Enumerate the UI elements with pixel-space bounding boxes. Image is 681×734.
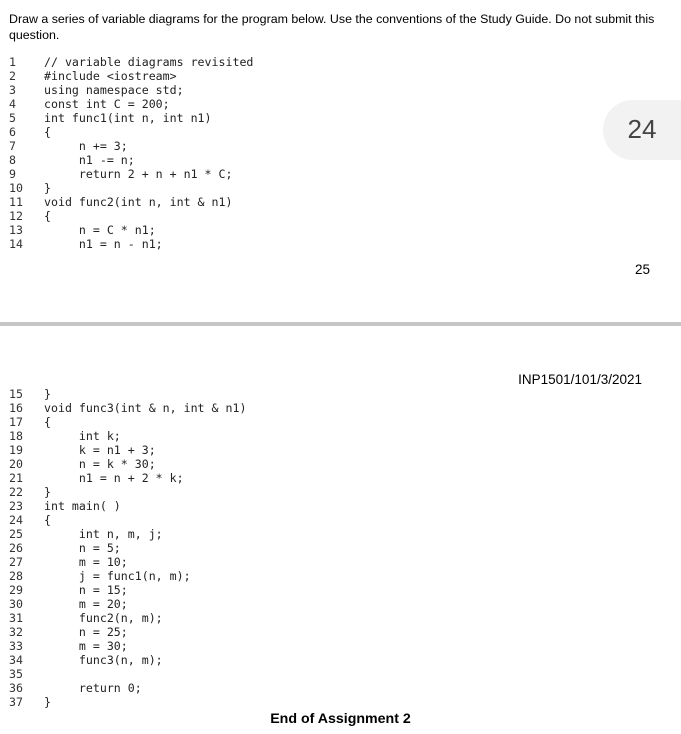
code-text: void func3(int & n, int & n1) (44, 401, 247, 415)
code-line (9, 167, 233, 181)
line-number: 26 (9, 541, 23, 555)
code-text: n += 3; (44, 139, 128, 153)
code-text: int n, m, j; (44, 527, 163, 541)
code-line (9, 153, 135, 167)
code-line (9, 625, 128, 639)
page-badge (603, 100, 681, 160)
line-number: 37 (9, 695, 23, 709)
line-number: 10 (9, 181, 23, 195)
code-text: m = 10; (44, 555, 128, 569)
line-number: 32 (9, 625, 23, 639)
line-number: 1 (9, 55, 16, 69)
line-number: 31 (9, 611, 23, 625)
code-line (9, 139, 128, 153)
code-text: k = n1 + 3; (44, 443, 156, 457)
line-number: 34 (9, 653, 23, 667)
page-number: 25 (634, 262, 650, 277)
code-line (9, 541, 121, 555)
code-text: n = 15; (44, 583, 128, 597)
code-text: return 0; (44, 681, 142, 695)
line-number: 22 (9, 485, 23, 499)
code-line (9, 499, 121, 513)
code-text: } (44, 181, 51, 195)
line-number: 7 (9, 139, 16, 153)
page-badge-number: 24 (627, 114, 657, 144)
line-number: 30 (9, 597, 23, 611)
code-line (9, 457, 156, 471)
code-line (9, 471, 184, 485)
code-text: int func1(int n, int n1) (44, 111, 212, 125)
line-number: 13 (9, 223, 23, 237)
code-line (9, 181, 51, 195)
line-number: 9 (9, 167, 16, 181)
code-text: { (44, 209, 51, 223)
code-line (9, 443, 156, 457)
code-line (9, 97, 170, 111)
code-text: n = k * 30; (44, 457, 156, 471)
line-number: 11 (9, 195, 23, 209)
code-text: n1 = n - n1; (44, 237, 163, 251)
code-text: const int C = 200; (44, 97, 170, 111)
code-listing-part-2 (9, 387, 247, 709)
instructions-text: Draw a series of variable diagrams for the program below. Use the conventions of the Study Guide. Do not submit this question. (9, 12, 655, 42)
code-text: func3(n, m); (44, 653, 163, 667)
line-number: 28 (9, 569, 23, 583)
code-text: m = 20; (44, 597, 128, 611)
code-line (9, 387, 51, 401)
code-line (9, 69, 177, 83)
code-line (9, 195, 233, 209)
code-text: func2(n, m); (44, 611, 163, 625)
code-text: { (44, 415, 51, 429)
code-line (9, 111, 212, 125)
code-line (9, 611, 163, 625)
line-number: 4 (9, 97, 16, 111)
code-line (9, 569, 191, 583)
line-number: 19 (9, 443, 23, 457)
code-text: int main( ) (44, 499, 121, 513)
line-number: 5 (9, 111, 16, 125)
code-line (9, 429, 121, 443)
code-line (9, 527, 163, 541)
line-number: 33 (9, 639, 23, 653)
line-number: 16 (9, 401, 23, 415)
code-text: } (44, 387, 51, 401)
code-text: } (44, 485, 51, 499)
code-text: return 2 + n + n1 * C; (44, 167, 233, 181)
code-text: { (44, 513, 51, 527)
line-number: 15 (9, 387, 23, 401)
code-line (9, 639, 128, 653)
code-line (9, 83, 184, 97)
end-of-assignment-title: End of Assignment 2 (270, 711, 411, 727)
code-text: n = C * n1; (44, 223, 156, 237)
line-number: 29 (9, 583, 23, 597)
code-line (9, 415, 51, 429)
code-line (9, 667, 44, 681)
line-number: 35 (9, 667, 23, 681)
line-number: 17 (9, 415, 23, 429)
code-line (9, 653, 163, 667)
code-line (9, 681, 142, 695)
code-text: int k; (44, 429, 121, 443)
document-code: INP1501/101/3/2021 (518, 372, 642, 387)
code-text: void func2(int n, int & n1) (44, 195, 233, 209)
line-number: 18 (9, 429, 23, 443)
code-line (9, 583, 128, 597)
code-text: #include <iostream> (44, 69, 177, 83)
code-text: n = 25; (44, 625, 128, 639)
code-line (9, 401, 247, 415)
line-number: 21 (9, 471, 23, 485)
code-text: { (44, 125, 51, 139)
line-number: 24 (9, 513, 23, 527)
code-line (9, 223, 156, 237)
code-text: n1 = n + 2 * k; (44, 471, 184, 485)
code-text: n = 5; (44, 541, 121, 555)
line-number: 14 (9, 237, 23, 251)
line-number: 25 (9, 527, 23, 541)
page-divider (0, 322, 681, 326)
code-text: j = func1(n, m); (44, 569, 191, 583)
line-number: 27 (9, 555, 23, 569)
code-line (9, 513, 51, 527)
code-text: n1 -= n; (44, 153, 135, 167)
code-line (9, 485, 51, 499)
line-number: 3 (9, 83, 16, 97)
line-number: 20 (9, 457, 23, 471)
line-number: 6 (9, 125, 16, 139)
line-number: 36 (9, 681, 23, 695)
code-line (9, 695, 51, 709)
code-line (9, 55, 254, 69)
line-number: 8 (9, 153, 16, 167)
code-line (9, 597, 128, 611)
line-number: 12 (9, 209, 23, 223)
code-text: m = 30; (44, 639, 128, 653)
code-line (9, 555, 128, 569)
code-listing-part-1 (9, 55, 254, 251)
code-text: using namespace std; (44, 83, 184, 97)
code-line (9, 237, 163, 251)
code-line (9, 209, 51, 223)
code-text: } (44, 695, 51, 709)
code-line (9, 125, 51, 139)
line-number: 2 (9, 69, 16, 83)
code-text: // variable diagrams revisited (44, 55, 254, 69)
line-number: 23 (9, 499, 23, 513)
